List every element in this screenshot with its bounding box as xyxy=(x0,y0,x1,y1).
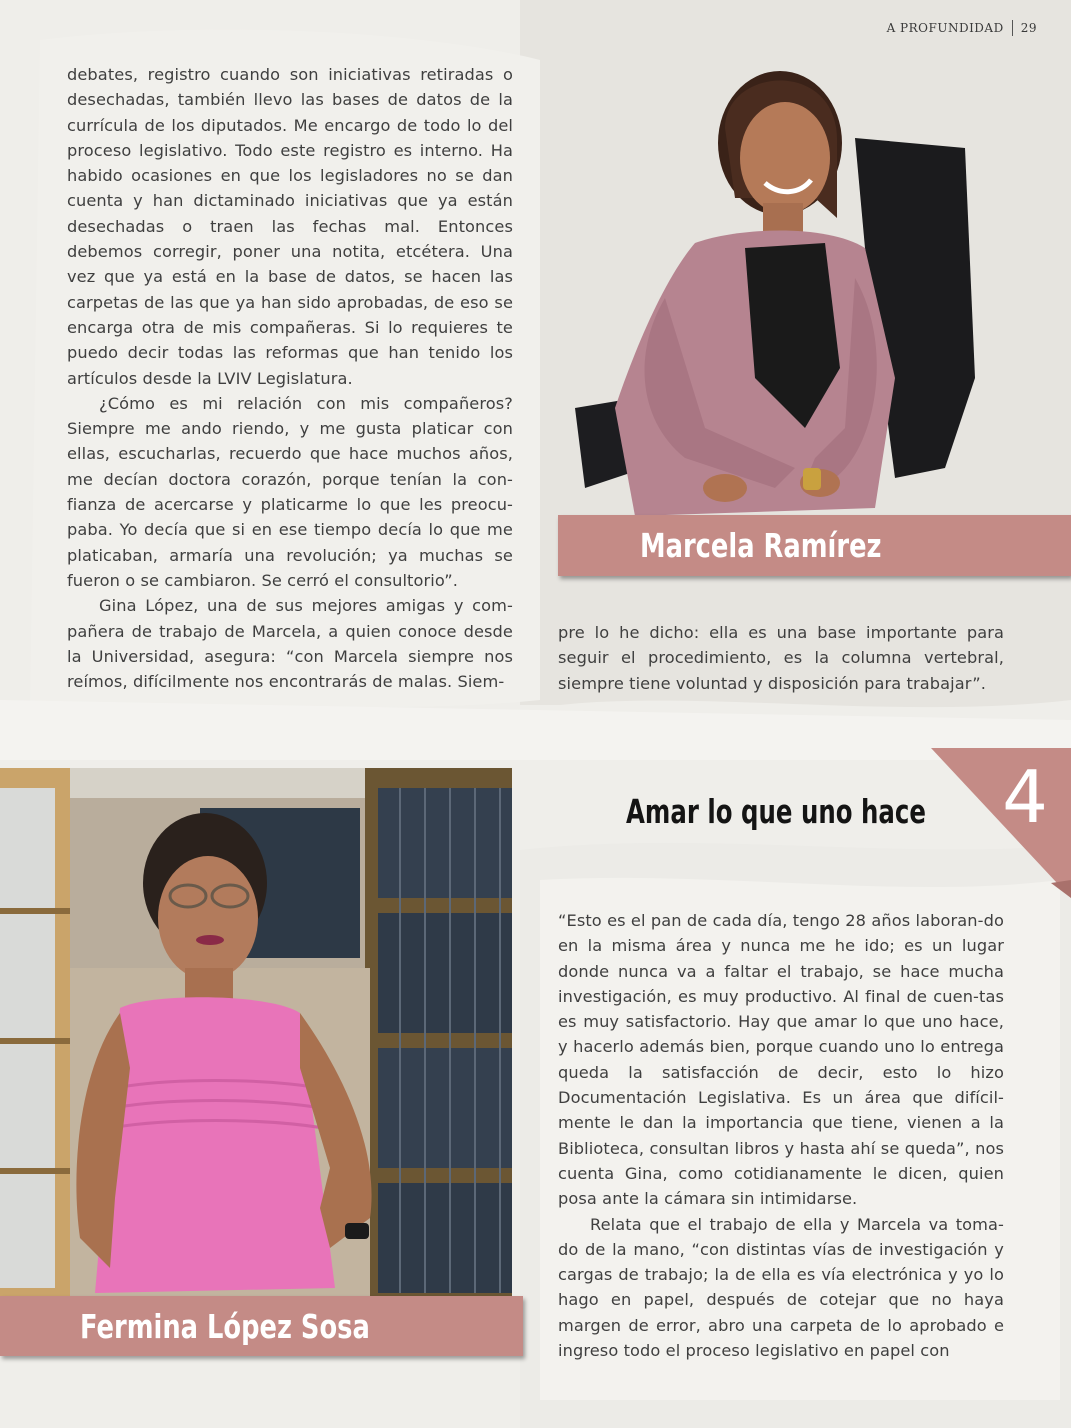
column-right-bottom xyxy=(558,908,1004,1363)
caption-band-fermina xyxy=(0,1296,523,1356)
column-left-top xyxy=(67,62,513,694)
section-name: A PROFUNDIDAD xyxy=(886,21,1004,35)
paragraph: Relata que el trabajo de ella y Marcela va toma-do de la mano, “con distintas vías de investigación y cargas de trabajo; la de ella es vía electrónica y yo lo hago en papel, después de cotejar que no haya margen de error, abro una carpeta de lo aprobado e ingreso todo el proceso legislativo en papel con xyxy=(558,1214,1004,1361)
section-number: 4 xyxy=(1002,755,1048,839)
section-title: Amar lo que uno hace xyxy=(626,792,926,831)
header-separator xyxy=(1012,20,1013,36)
caption-fermina: Fermina López Sosa xyxy=(80,1306,370,1346)
caption-marcela: Marcela Ramírez xyxy=(640,526,882,565)
running-header xyxy=(887,20,1037,36)
portrait-photo-marcela xyxy=(575,48,985,516)
paragraph: “Esto es el pan de cada día, tengo 28 años laboran-do en la misma área y nunca me he ido; es un lugar donde nunca va a faltar el trabajo, se hace mucha investigación, es muy productivo. Al final de cuen-tas es muy satisfactorio. Hay que amar lo que uno hace, y hacerlo además bien, porque cuando uno lo entrega queda la satisfacción de decir, esto lo hizo Documentación Legislativa. Es un área que difícil-mente le dan la importancia que tiene, vienen a la Biblioteca, consultan libros y hasta ahí se queda”, nos cuenta Gina, como cotidianamente le dicen, quien posa ante la cámara sin intimidarse. xyxy=(558,911,1004,1209)
paragraph: ¿Cómo es mi relación con mis compañeros? Siempre me ando riendo, y me gusta platicar con ellas, escucharlas, recuerdo que hace muchos años, me decían doctora corazón, porque tenían la con-fianza de acercarse y platicarme lo que les preocu-paba. Yo decía que si en ese tiempo decía lo que me platicaban, armaría una revolución; ya muchas se fueron o se cambiaron. Se cerró el consultorio”. xyxy=(67,393,513,590)
paragraph: pre lo he dicho: ella es una base importante para seguir el procedimiento, es la columna vertebral, siempre tiene voluntad y disposición para trabajar”. xyxy=(558,623,1004,693)
portrait-photo-fermina xyxy=(0,768,512,1298)
page-number: 29 xyxy=(1020,21,1037,35)
caption-band-marcela xyxy=(558,515,1071,576)
paragraph: debates, registro cuando son iniciativas retiradas o desechadas, también llevo las bases de datos de la currícula de los diputados. Me encargo de todo lo del proceso legislativo. Todo este registro es interno. Ha habido ocasiones en que los legisladores no se dan cuenta y han dictaminado iniciativas que ya están desechadas o traen las fechas mal. Entonces debemos corregir, poner una notita, etcétera. Una vez que ya está en la base de datos, se hacen las carpetas de las que ya han sido aprobadas, de eso se encarga otra de mis compañeras. Si lo requieres te puedo decir todas las reformas que han tenido los artículos desde la LVIV Legislatura. xyxy=(67,65,513,388)
paragraph: Gina López, una de sus mejores amigas y com-pañera de trabajo de Marcela, a quien conoce desde la Universidad, asegura: “con Marcela siempre nos reímos, difícilmente nos encontrarás de malas. Siem- xyxy=(67,596,513,692)
column-right-top xyxy=(558,620,1004,696)
